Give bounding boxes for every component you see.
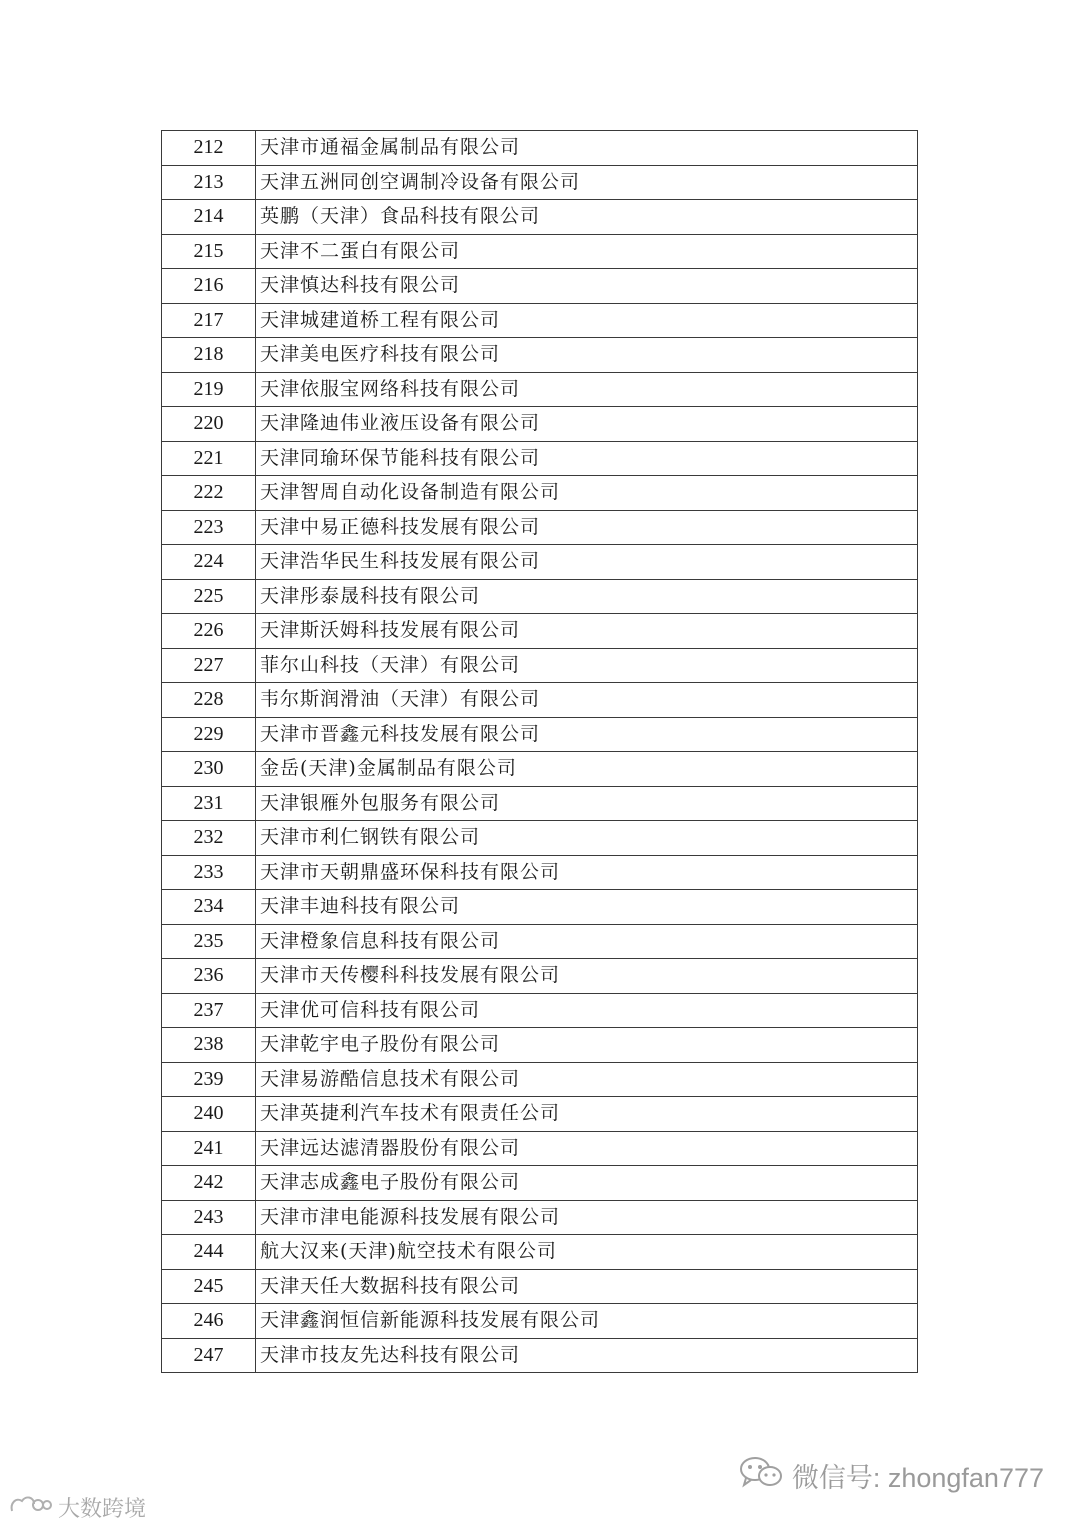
company-name-cell: 英鹏（天津）食品科技有限公司 [256, 200, 918, 235]
table-row [162, 924, 918, 959]
table-row [162, 1304, 918, 1339]
table-body [162, 131, 918, 1373]
row-number-cell: 224 [162, 545, 256, 580]
wechat-watermark [738, 1455, 1044, 1496]
table-row [162, 579, 918, 614]
company-name-cell: 天津市天朝鼎盛环保科技有限公司 [256, 855, 918, 890]
row-number-cell: 222 [162, 476, 256, 511]
table-row [162, 1062, 918, 1097]
row-number-cell: 237 [162, 993, 256, 1028]
row-number-cell: 232 [162, 821, 256, 856]
company-name-cell: 天津智周自动化设备制造有限公司 [256, 476, 918, 511]
row-number-cell: 242 [162, 1166, 256, 1201]
company-name-cell: 天津丰迪科技有限公司 [256, 890, 918, 925]
row-number-cell: 235 [162, 924, 256, 959]
table-row [162, 1200, 918, 1235]
company-name-cell: 天津远达滤清器股份有限公司 [256, 1131, 918, 1166]
table-row [162, 752, 918, 787]
table-row [162, 959, 918, 994]
table-row [162, 855, 918, 890]
company-name-cell: 菲尔山科技（天津）有限公司 [256, 648, 918, 683]
table-row [162, 614, 918, 649]
wechat-id-text: 微信号: zhongfan777 [791, 1463, 1044, 1493]
company-name-cell: 天津鑫润恒信新能源科技发展有限公司 [256, 1304, 918, 1339]
company-name-cell: 天津优可信科技有限公司 [256, 993, 918, 1028]
table-row [162, 993, 918, 1028]
company-name-cell: 天津市晋鑫元科技发展有限公司 [256, 717, 918, 752]
company-name-cell: 天津同瑜环保节能科技有限公司 [256, 441, 918, 476]
company-name-cell: 天津橙象信息科技有限公司 [256, 924, 918, 959]
row-number-cell: 213 [162, 165, 256, 200]
table-row [162, 821, 918, 856]
row-number-cell: 240 [162, 1097, 256, 1132]
company-name-cell: 天津斯沃姆科技发展有限公司 [256, 614, 918, 649]
company-name-cell: 金岳(天津)金属制品有限公司 [256, 752, 918, 787]
row-number-cell: 246 [162, 1304, 256, 1339]
company-name-cell: 天津城建道桥工程有限公司 [256, 303, 918, 338]
row-number-cell: 225 [162, 579, 256, 614]
wechat-icon [738, 1455, 784, 1496]
table-row [162, 545, 918, 580]
row-number-cell: 221 [162, 441, 256, 476]
row-number-cell: 214 [162, 200, 256, 235]
company-name-cell: 天津易游酷信息技术有限公司 [256, 1062, 918, 1097]
row-number-cell: 217 [162, 303, 256, 338]
row-number-cell: 218 [162, 338, 256, 373]
row-number-cell: 215 [162, 234, 256, 269]
row-number-cell: 244 [162, 1235, 256, 1270]
company-name-cell: 天津乾宇电子股份有限公司 [256, 1028, 918, 1063]
company-name-cell: 韦尔斯润滑油（天津）有限公司 [256, 683, 918, 718]
company-name-cell: 天津隆迪伟业液压设备有限公司 [256, 407, 918, 442]
company-name-cell: 天津浩华民生科技发展有限公司 [256, 545, 918, 580]
row-number-cell: 241 [162, 1131, 256, 1166]
row-number-cell: 216 [162, 269, 256, 304]
table-row [162, 407, 918, 442]
company-name-cell: 天津市技友先达科技有限公司 [256, 1338, 918, 1373]
table-row [162, 683, 918, 718]
company-name-cell: 天津彤泰晟科技有限公司 [256, 579, 918, 614]
company-name-cell: 天津五洲同创空调制冷设备有限公司 [256, 165, 918, 200]
row-number-cell: 226 [162, 614, 256, 649]
company-name-cell: 天津市通福金属制品有限公司 [256, 131, 918, 166]
row-number-cell: 227 [162, 648, 256, 683]
row-number-cell: 234 [162, 890, 256, 925]
row-number-cell: 212 [162, 131, 256, 166]
table-row [162, 786, 918, 821]
row-number-cell: 243 [162, 1200, 256, 1235]
table-row [162, 372, 918, 407]
row-number-cell: 245 [162, 1269, 256, 1304]
brand-logo-icon [8, 1493, 52, 1523]
company-name-cell: 天津美电医疗科技有限公司 [256, 338, 918, 373]
row-number-cell: 219 [162, 372, 256, 407]
company-name-cell: 天津不二蛋白有限公司 [256, 234, 918, 269]
company-name-cell: 天津依服宝网络科技有限公司 [256, 372, 918, 407]
company-name-cell: 天津银雁外包服务有限公司 [256, 786, 918, 821]
row-number-cell: 247 [162, 1338, 256, 1373]
company-list-table [161, 130, 918, 1373]
table-row [162, 890, 918, 925]
table-row [162, 1166, 918, 1201]
table-row [162, 1269, 918, 1304]
row-number-cell: 238 [162, 1028, 256, 1063]
company-name-cell: 天津天任大数据科技有限公司 [256, 1269, 918, 1304]
table-row [162, 303, 918, 338]
table-row [162, 234, 918, 269]
brand-watermark [8, 1492, 146, 1523]
company-name-cell: 天津中易正德科技发展有限公司 [256, 510, 918, 545]
table-row [162, 1097, 918, 1132]
table-row [162, 200, 918, 235]
row-number-cell: 229 [162, 717, 256, 752]
row-number-cell: 236 [162, 959, 256, 994]
row-number-cell: 233 [162, 855, 256, 890]
company-name-cell: 航大汉来(天津)航空技术有限公司 [256, 1235, 918, 1270]
row-number-cell: 223 [162, 510, 256, 545]
table-row [162, 165, 918, 200]
row-number-cell: 228 [162, 683, 256, 718]
table-row [162, 269, 918, 304]
row-number-cell: 231 [162, 786, 256, 821]
table-row [162, 441, 918, 476]
table-row [162, 510, 918, 545]
company-name-cell: 天津慎达科技有限公司 [256, 269, 918, 304]
row-number-cell: 220 [162, 407, 256, 442]
table-row [162, 1338, 918, 1373]
table-row [162, 1131, 918, 1166]
row-number-cell: 230 [162, 752, 256, 787]
company-name-cell: 天津志成鑫电子股份有限公司 [256, 1166, 918, 1201]
company-name-cell: 天津市天传樱科科技发展有限公司 [256, 959, 918, 994]
table-row [162, 648, 918, 683]
table-row [162, 476, 918, 511]
company-name-cell: 天津市津电能源科技发展有限公司 [256, 1200, 918, 1235]
company-name-cell: 天津市利仁钢铁有限公司 [256, 821, 918, 856]
row-number-cell: 239 [162, 1062, 256, 1097]
table-row [162, 1235, 918, 1270]
table-row [162, 1028, 918, 1063]
company-name-cell: 天津英捷利汽车技术有限责任公司 [256, 1097, 918, 1132]
table-row [162, 338, 918, 373]
table-row [162, 131, 918, 166]
brand-name-text: 大数跨境 [58, 1496, 147, 1521]
table-row [162, 717, 918, 752]
